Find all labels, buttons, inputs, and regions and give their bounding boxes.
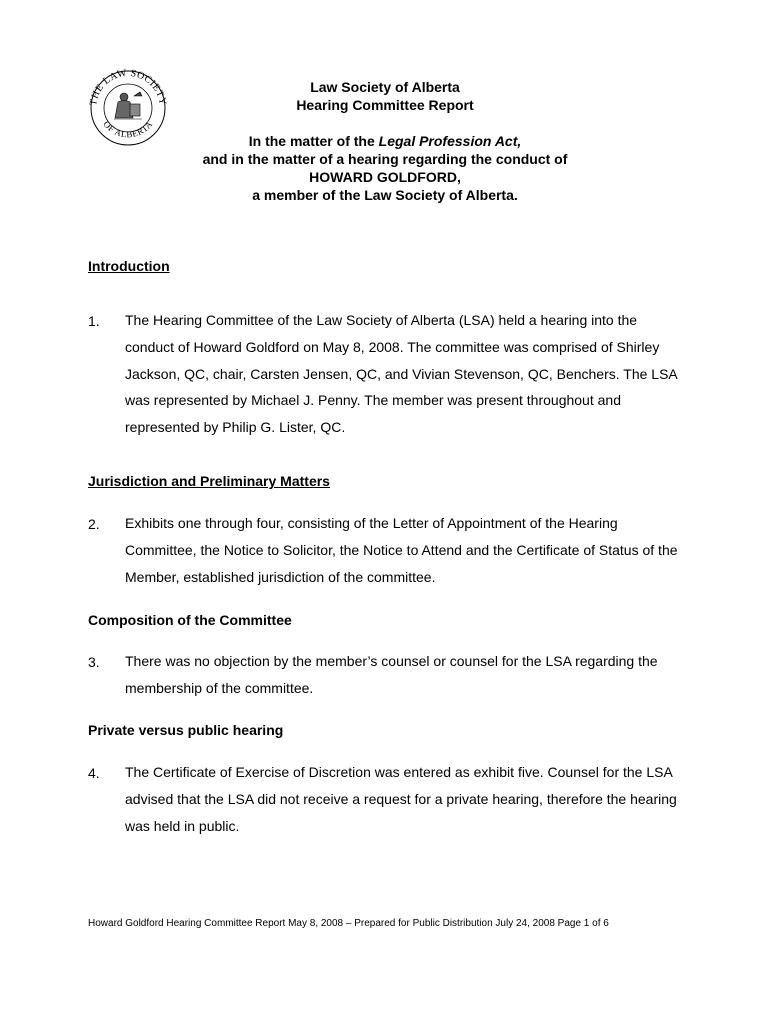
seal-top-text: THE LAW SOCIETY — [88, 67, 169, 107]
paragraph-number: 4. — [88, 765, 100, 781]
paragraph-1 — [88, 313, 688, 441]
paragraph-3 — [88, 654, 688, 702]
section-introduction: Introduction — [88, 258, 170, 274]
header-conduct-line: and in the matter of a hearing regarding the conduct of — [202, 151, 568, 167]
page-footer: Howard Goldford Hearing Committee Report May 8, 2008 – Prepared for Public Distribution July 24, 2008 Page 1 of 6 — [88, 918, 609, 929]
seal-bottom-text: OF ALBERTA — [101, 118, 155, 140]
paragraph-text: The Hearing Committee of the Law Society of Alberta (LSA) held a hearing into the conduct of Howard Goldford on May 8, 2008. The committee was comprised of Shirley Jackson, QC, chair, Carsten Jensen, QC, and Vivian Stevenson, QC, Benchers. The LSA was represented by Michael J. Penny. The member was present throughout and represented by Philip G. Lister, QC. — [125, 312, 677, 436]
paragraph-number: 1. — [88, 313, 100, 329]
paragraph-text: The Certificate of Exercise of Discretion was entered as exhibit five. Counsel for the LSA advised that the LSA did not receive a request for a private hearing, therefore the hearing was held in public. — [125, 764, 677, 834]
section-private-public: Private versus public hearing — [88, 722, 284, 738]
header-act-name: Legal Profession Act, — [378, 133, 522, 149]
header-member-name: HOWARD GOLDFORD, — [309, 169, 461, 185]
header-org: Law Society of Alberta — [310, 79, 460, 95]
header-matter-prefix: In the matter of the — [248, 133, 379, 149]
header-matter-line — [130, 132, 640, 150]
header-report-title: Hearing Committee Report — [296, 97, 474, 113]
report-header — [130, 78, 640, 204]
paragraph-number: 2. — [88, 516, 100, 532]
section-composition: Composition of the Committee — [88, 612, 292, 628]
paragraph-text: There was no objection by the member’s counsel or counsel for the LSA regarding the membership of the committee. — [125, 653, 658, 696]
header-member-line: a member of the Law Society of Alberta. — [252, 187, 518, 203]
section-jurisdiction: Jurisdiction and Preliminary Matters — [88, 473, 330, 489]
paragraph-text: Exhibits one through four, consisting of the Letter of Appointment of the Hearing Committee, the Notice to Solicitor, the Notice to Attend and the Certificate of Status of the Member, established jurisdiction of the committee. — [125, 515, 678, 585]
paragraph-2 — [88, 516, 688, 590]
paragraph-number: 3. — [88, 654, 100, 670]
paragraph-4 — [88, 765, 688, 839]
